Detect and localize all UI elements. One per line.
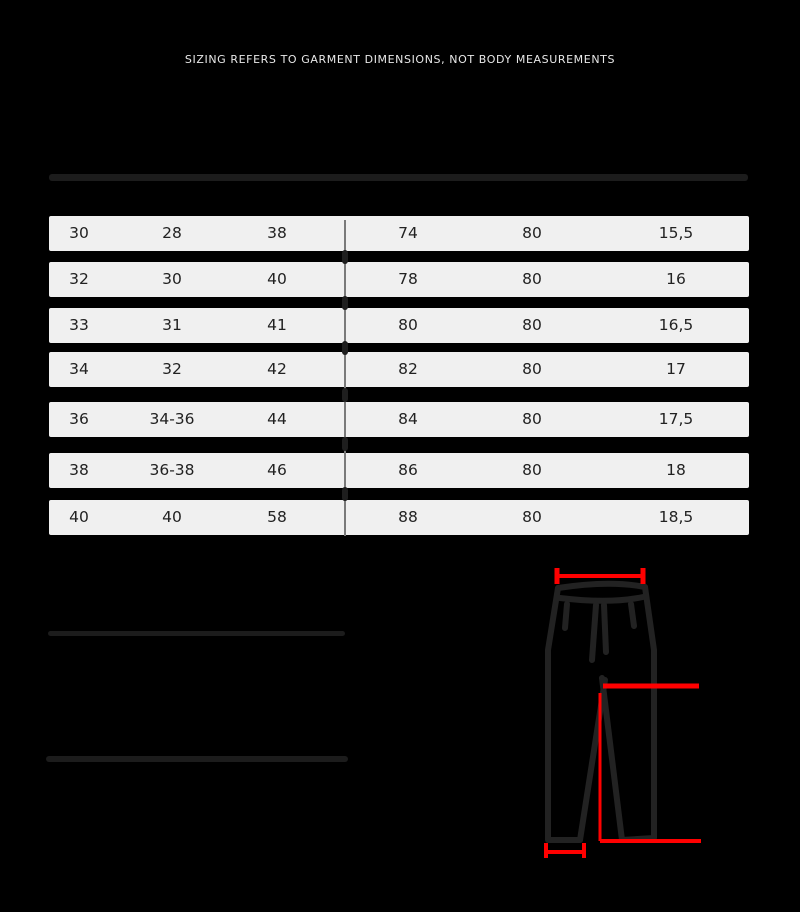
cell-waist: 88 xyxy=(398,508,418,526)
cell-it-size: 46 xyxy=(267,461,287,479)
cell-waist: 80 xyxy=(398,316,418,334)
cell-size: 30 xyxy=(69,224,89,242)
divider-knob xyxy=(342,437,348,451)
cell-size: 34 xyxy=(69,360,89,378)
table-row xyxy=(49,402,749,437)
cell-it-size: 41 xyxy=(267,316,287,334)
cell-it-size: 58 xyxy=(267,508,287,526)
table-row xyxy=(49,453,749,488)
cell-hem: 16 xyxy=(666,270,686,288)
cell-eu-size: 36-38 xyxy=(149,461,195,479)
divider-knob xyxy=(342,388,348,402)
cell-eu-size: 32 xyxy=(162,360,182,378)
table-row xyxy=(49,216,749,251)
cell-it-size: 40 xyxy=(267,270,287,288)
cell-size: 38 xyxy=(69,461,89,479)
cell-eu-size: 31 xyxy=(162,316,182,334)
cell-waist: 84 xyxy=(398,410,418,428)
cell-eu-size: 40 xyxy=(162,508,182,526)
cell-inseam: 80 xyxy=(522,461,542,479)
cell-inseam: 80 xyxy=(522,410,542,428)
table-row xyxy=(49,352,749,387)
cell-waist: 82 xyxy=(398,360,418,378)
cell-inseam: 80 xyxy=(522,508,542,526)
cell-eu-size: 34-36 xyxy=(149,410,195,428)
cell-hem: 15,5 xyxy=(658,224,694,242)
cell-hem: 17,5 xyxy=(658,410,694,428)
cell-eu-size: 28 xyxy=(162,224,182,242)
cell-waist: 74 xyxy=(398,224,418,242)
sizing-note: SIZING REFERS TO GARMENT DIMENSIONS, NOT BODY MEASUREMENTS xyxy=(184,53,616,66)
divider-knob xyxy=(342,487,348,501)
cell-it-size: 42 xyxy=(267,360,287,378)
cell-size: 36 xyxy=(69,410,89,428)
cell-hem: 18,5 xyxy=(658,508,694,526)
trousers-measurement-diagram-icon xyxy=(530,560,730,870)
cell-eu-size: 30 xyxy=(162,270,182,288)
table-row xyxy=(49,500,749,535)
cell-hem: 17 xyxy=(666,360,686,378)
divider-knob xyxy=(342,250,348,264)
cell-inseam: 80 xyxy=(522,316,542,334)
cell-inseam: 80 xyxy=(522,360,542,378)
cell-size: 32 xyxy=(69,270,89,288)
cell-hem: 18 xyxy=(666,461,686,479)
footer-divider-bottom xyxy=(46,756,348,762)
cell-inseam: 80 xyxy=(522,224,542,242)
cell-it-size: 44 xyxy=(267,410,287,428)
cell-inseam: 80 xyxy=(522,270,542,288)
table-row xyxy=(49,262,749,297)
cell-size: 40 xyxy=(69,508,89,526)
cell-waist: 78 xyxy=(398,270,418,288)
cell-hem: 16,5 xyxy=(658,316,694,334)
footer-divider-top xyxy=(48,631,345,636)
cell-it-size: 38 xyxy=(267,224,287,242)
cell-waist: 86 xyxy=(398,461,418,479)
divider-knob xyxy=(342,296,348,310)
divider-knob xyxy=(342,341,348,355)
header-divider xyxy=(49,174,748,181)
table-row xyxy=(49,308,749,343)
cell-size: 33 xyxy=(69,316,89,334)
